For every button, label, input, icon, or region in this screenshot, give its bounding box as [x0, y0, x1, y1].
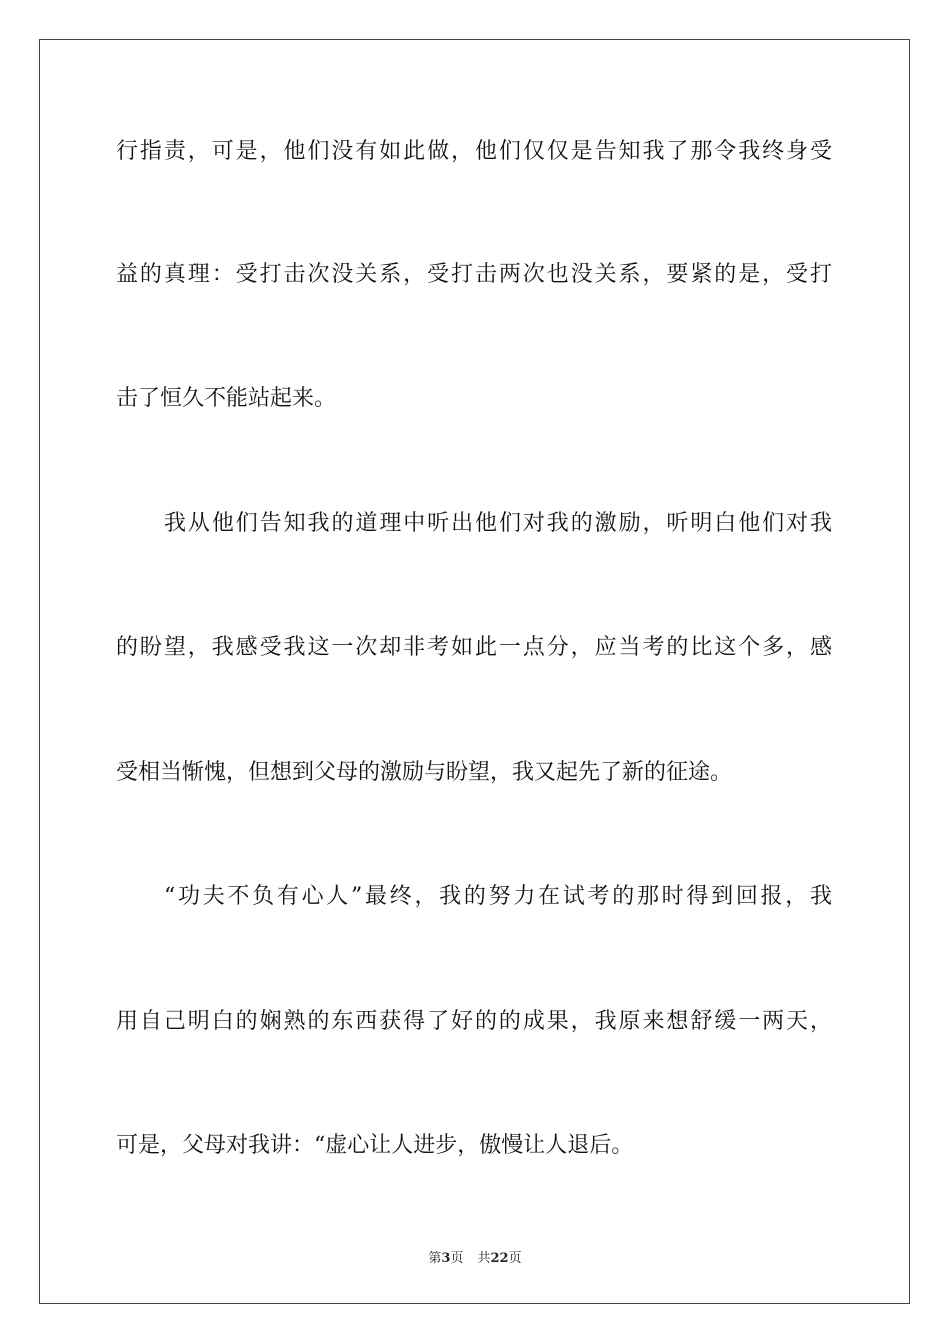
text-line-7: “功夫不负有心人”最终，我的努力在试考的那时得到回报，我	[164, 884, 832, 909]
footer-page-prefix: 第	[428, 1251, 442, 1266]
footer-page-suffix: 页	[450, 1251, 464, 1266]
text-line-1: 行指责，可是，他们没有如此做，他们仅仅是告知我了那令我终身受	[116, 139, 832, 164]
text-line-8: 用自己明白的娴熟的东西获得了好的的成果，我原来想舒缓一两天，	[116, 1009, 832, 1034]
text-line-5: 的盼望，我感受我这一次却非考如此一点分，应当考的比这个多，感	[116, 635, 832, 660]
footer-total-prefix: 共	[477, 1251, 491, 1266]
text-line-6: 受相当惭愧，但想到父母的激励与盼望，我又起先了新的征途。	[116, 760, 733, 785]
text-line-3: 击了恒久不能站起来。	[116, 386, 337, 411]
text-line-4: 我从他们告知我的道理中听出他们对我的激励，听明白他们对我	[164, 511, 832, 536]
footer-page-number: 3	[441, 1251, 451, 1266]
page-footer	[0, 1247, 950, 1266]
text-line-2: 益的真理：受打击次没关系，受打击两次也没关系，要紧的是，受打	[116, 262, 832, 287]
footer-total-pages: 22	[490, 1251, 509, 1266]
page-frame	[39, 39, 910, 1304]
text-line-9: 可是，父母对我讲：“虚心让人进步，傲慢让人退后。	[116, 1133, 634, 1158]
footer-total-suffix: 页	[508, 1251, 522, 1266]
